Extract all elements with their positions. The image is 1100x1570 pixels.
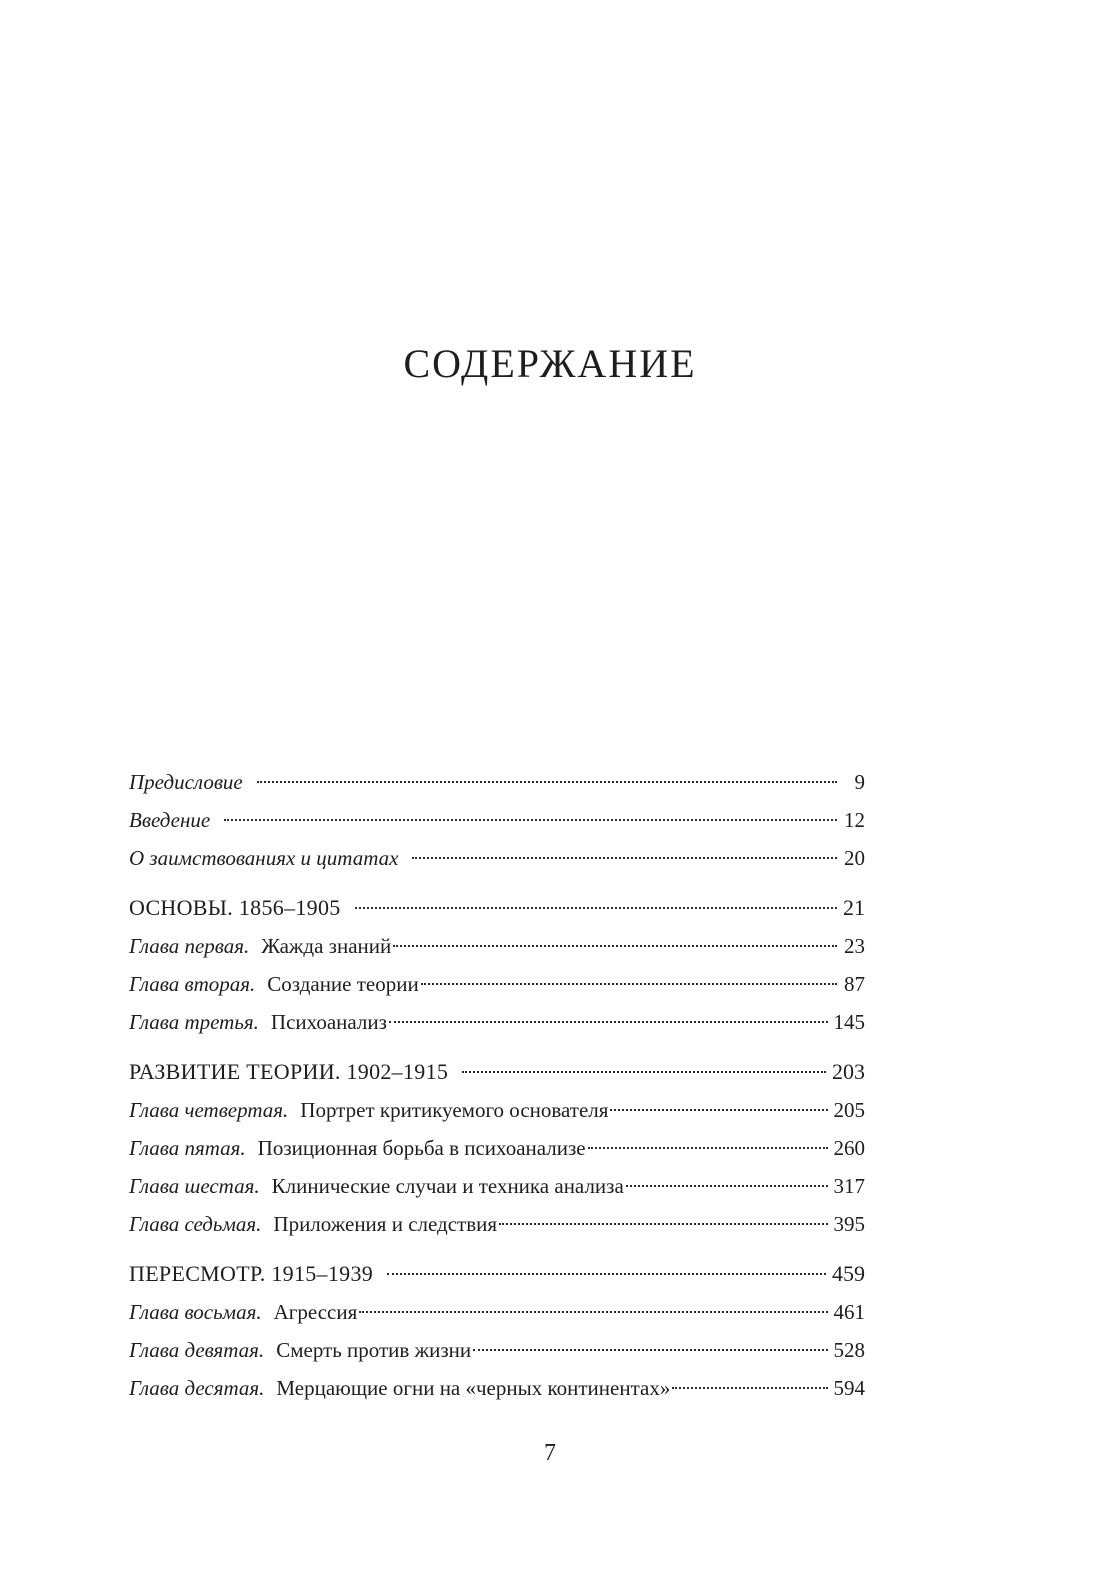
toc-page-number: 87 — [844, 972, 865, 996]
toc-page-number: 12 — [844, 808, 865, 832]
dot-leader — [626, 1183, 828, 1187]
dot-leader — [359, 1309, 827, 1313]
part-3 — [129, 1255, 865, 1407]
dot-leader — [672, 1385, 827, 1389]
toc-entry-borrowings[interactable] — [129, 839, 865, 877]
chapter-title: Клинические случаи и техника анализа — [271, 1174, 624, 1198]
toc-chapter-entry[interactable] — [129, 1129, 865, 1167]
chapter-title: Жажда знаний — [261, 934, 392, 958]
chapter-number: Глава четвертая. — [129, 1098, 289, 1122]
toc-chapter-entry[interactable] — [129, 1167, 865, 1205]
dot-leader — [257, 779, 837, 783]
toc-page-number: 317 — [833, 1174, 865, 1198]
part-2 — [129, 1053, 865, 1243]
page-title: СОДЕРЖАНИЕ — [403, 341, 697, 386]
chapter-title: Мерцающие огни на «черных континентах» — [276, 1376, 671, 1400]
toc-page-number: 260 — [833, 1136, 865, 1160]
front-matter — [129, 763, 865, 877]
dot-leader — [355, 905, 837, 909]
toc-chapter-entry[interactable] — [129, 1369, 865, 1407]
chapter-title: Смерть против жизни — [276, 1338, 472, 1362]
toc-page-number: 395 — [833, 1212, 865, 1236]
chapter-title: Агрессия — [273, 1300, 358, 1324]
dot-leader — [393, 943, 837, 947]
toc-entry-label: О заимствованиях и цитатах — [129, 846, 399, 870]
toc-page-number: 461 — [833, 1300, 865, 1324]
toc-chapter-entry[interactable] — [129, 927, 865, 965]
dot-leader — [224, 817, 837, 821]
dot-leader — [412, 855, 837, 859]
chapter-title: Создание теории — [267, 972, 419, 996]
toc-chapter-entry[interactable] — [129, 1091, 865, 1129]
part-1 — [129, 889, 865, 1041]
chapter-number: Глава первая. — [129, 934, 250, 958]
table-of-contents — [129, 763, 865, 1419]
toc-entry-label: Введение — [129, 808, 211, 832]
chapter-number: Глава восьмая. — [129, 1300, 262, 1324]
toc-page-number: 203 — [832, 1059, 865, 1084]
page-number: 7 — [544, 1440, 556, 1466]
toc-chapter-entry[interactable] — [129, 1003, 865, 1041]
toc-entry-label: Предисловие — [129, 770, 243, 794]
chapter-number: Глава девятая. — [129, 1338, 265, 1362]
chapter-title: Психоанализ — [270, 1010, 387, 1034]
toc-chapter-entry[interactable] — [129, 1205, 865, 1243]
chapter-number: Глава десятая. — [129, 1376, 265, 1400]
part-title: ПЕРЕСМОТР. 1915–1939 — [129, 1261, 374, 1286]
chapter-title: Портрет критикуемого основателя — [300, 1098, 609, 1122]
toc-page-number: 459 — [832, 1261, 865, 1286]
toc-page-number: 594 — [833, 1376, 865, 1400]
chapter-number: Глава вторая. — [129, 972, 256, 996]
chapter-title: Позиционная борьба в психоанализе — [257, 1136, 586, 1160]
part-title: РАЗВИТИЕ ТЕОРИИ. 1902–1915 — [129, 1059, 449, 1084]
toc-page-number: 20 — [844, 846, 865, 870]
toc-part-heading[interactable] — [129, 1053, 865, 1091]
toc-page-number: 205 — [833, 1098, 865, 1122]
toc-part-heading[interactable] — [129, 1255, 865, 1293]
chapter-number: Глава шестая. — [129, 1174, 260, 1198]
toc-page-number: 145 — [833, 1010, 865, 1034]
part-title: ОСНОВЫ. 1856–1905 — [129, 895, 341, 920]
toc-page-number: 21 — [843, 895, 865, 920]
toc-part-heading[interactable] — [129, 889, 865, 927]
toc-chapter-entry[interactable] — [129, 1331, 865, 1369]
dot-leader — [473, 1347, 827, 1351]
dot-leader — [610, 1107, 827, 1111]
dot-leader — [462, 1069, 826, 1073]
toc-chapter-entry[interactable] — [129, 1293, 865, 1331]
dot-leader — [387, 1271, 826, 1275]
toc-chapter-entry[interactable] — [129, 965, 865, 1003]
dot-leader — [389, 1019, 828, 1023]
toc-page-number: 528 — [833, 1338, 865, 1362]
toc-entry-preface[interactable] — [129, 763, 865, 801]
toc-page-number: 9 — [854, 770, 865, 794]
chapter-title: Приложения и следствия — [273, 1212, 498, 1236]
chapter-number: Глава пятая. — [129, 1136, 246, 1160]
dot-leader — [421, 981, 837, 985]
chapter-number: Глава третья. — [129, 1010, 259, 1034]
toc-page-number: 23 — [844, 934, 865, 958]
toc-entry-introduction[interactable] — [129, 801, 865, 839]
dot-leader — [499, 1221, 827, 1225]
dot-leader — [588, 1145, 828, 1149]
chapter-number: Глава седьмая. — [129, 1212, 262, 1236]
